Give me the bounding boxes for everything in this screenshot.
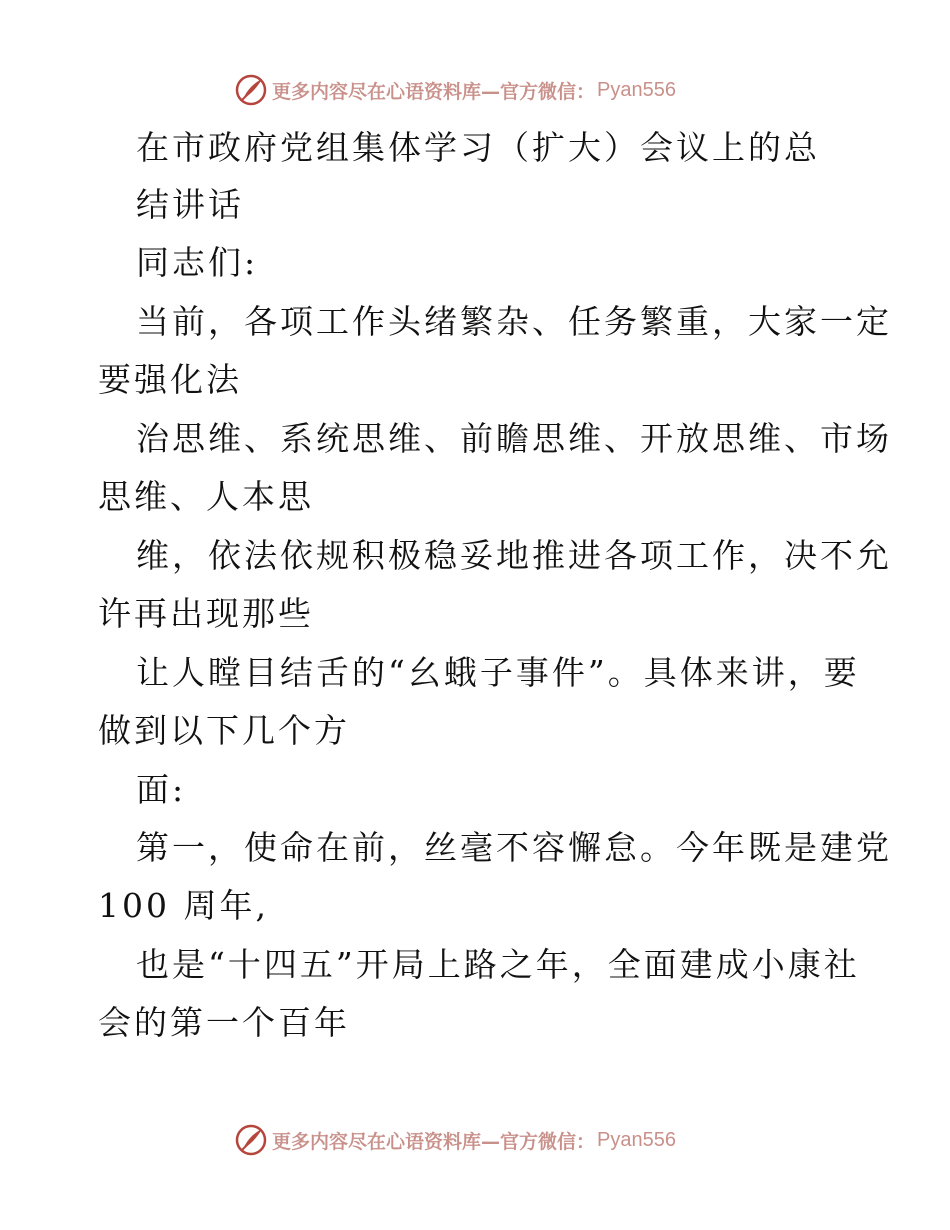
paragraph-line: 面:	[136, 770, 187, 809]
quill-logo-icon	[234, 1123, 268, 1157]
title-line-1: 在市政府党组集体学习（扩大）会议上的总	[136, 128, 820, 167]
watermark-wechat-id: Pyan556	[597, 78, 676, 101]
paragraph-line: 做到以下几个方	[98, 711, 350, 750]
watermark-text: 更多内容尽在心语资料库—官方微信：	[272, 80, 596, 103]
paragraph-line: 第一，使命在前，丝毫不容懈怠。今年既是建党	[136, 828, 892, 867]
paragraph-line: 许再出现那些	[98, 594, 314, 633]
paragraph-line: 思维、人本思	[98, 477, 314, 516]
watermark-wechat-id: Pyan556	[597, 1128, 676, 1151]
paragraph-line: 会的第一个百年	[98, 1003, 350, 1042]
footer-watermark	[234, 1122, 676, 1158]
paragraph-line: 治思维、系统思维、前瞻思维、开放思维、市场	[136, 419, 892, 458]
salutation: 同志们:	[136, 243, 259, 282]
watermark-text: 更多内容尽在心语资料库—官方微信：	[272, 1130, 596, 1153]
paragraph-line: 维，依法依规积极稳妥地推进各项工作，决不允	[136, 536, 892, 575]
paragraph-line: 要强化法	[98, 360, 242, 399]
paragraph-line: 当前，各项工作头绪繁杂、任务繁重，大家一定	[136, 302, 892, 341]
paragraph-line: 100 周年,	[98, 886, 269, 925]
paragraph-line: 让人瞠目结舌的“幺蛾子事件”。具体来讲，要	[136, 653, 860, 692]
title-line-2: 结讲话	[136, 185, 244, 224]
paragraph-line: 也是“十四五”开局上路之年，全面建成小康社	[136, 945, 860, 984]
quill-logo-icon	[234, 73, 268, 107]
header-watermark	[234, 72, 676, 108]
